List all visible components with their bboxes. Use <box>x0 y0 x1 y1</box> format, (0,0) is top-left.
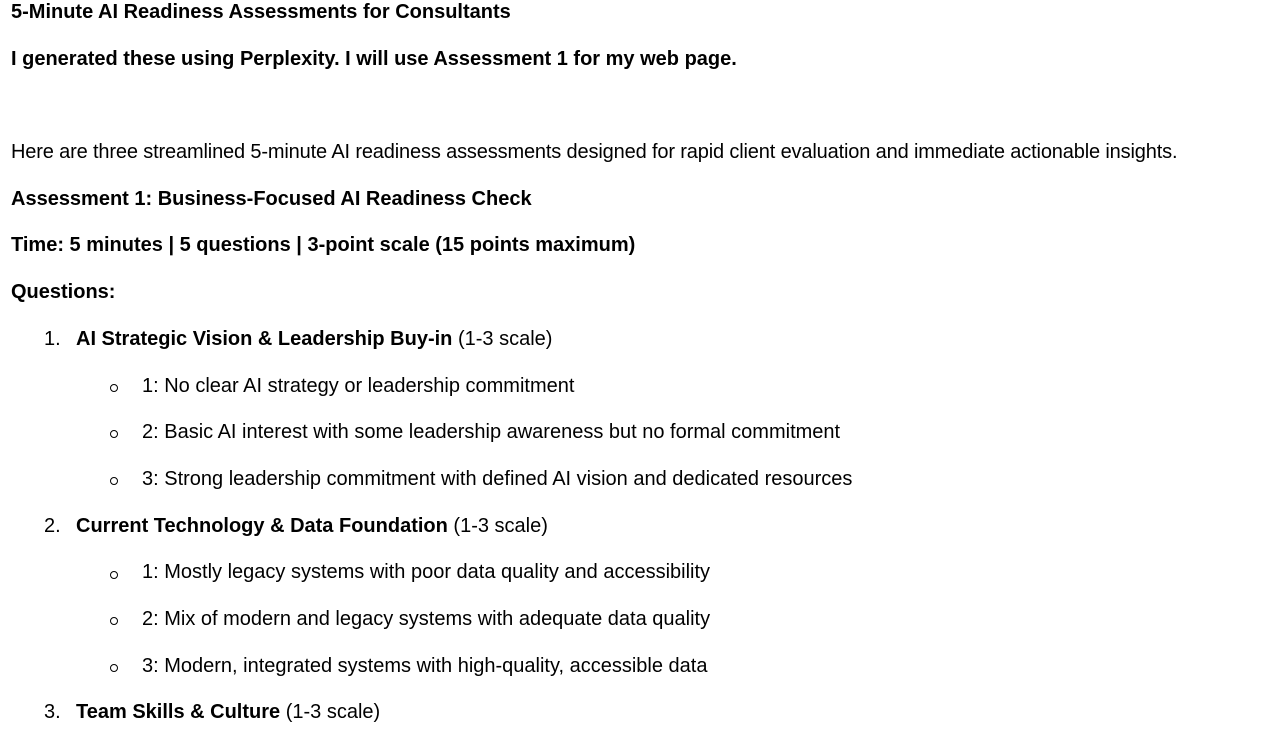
question-heading <box>76 514 548 538</box>
question-scale: (1-3 scale) <box>447 515 548 537</box>
question-title: Team Skills & Culture <box>76 701 281 723</box>
circle-bullet-icon <box>110 430 118 438</box>
question-title: Current Technology & Data Foundation <box>76 515 448 537</box>
assessment-title: Assessment 1: Business-Focused AI Readiness Check <box>11 188 532 210</box>
questions-label: Questions: <box>11 281 116 303</box>
question-option: 2: Mix of modern and legacy systems with adequate data quality <box>142 608 711 630</box>
circle-bullet-icon <box>110 477 118 485</box>
circle-bullet-icon <box>110 664 118 672</box>
question-title: AI Strategic Vision & Leadership Buy-in <box>76 328 453 350</box>
question-number: 3. <box>44 701 61 723</box>
author-note: I generated these using Perplexity. I will use Assessment 1 for my web page. <box>11 48 737 70</box>
intro-paragraph: Here are three streamlined 5-minute AI readiness assessments designed for rapid client evaluation and immediate actionable insights. <box>11 141 1178 163</box>
question-number: 2. <box>44 515 61 537</box>
question-option: 3: Modern, integrated systems with high-quality, accessible data <box>142 655 708 677</box>
question-scale: (1-3 scale) <box>280 701 381 723</box>
question-heading <box>76 327 552 351</box>
question-option: 1: Mostly legacy systems with poor data quality and accessibility <box>142 561 711 583</box>
circle-bullet-icon <box>110 617 118 625</box>
document-title: 5-Minute AI Readiness Assessments for Consultants <box>11 1 511 23</box>
question-number: 1. <box>44 328 61 350</box>
question-option: 2: Basic AI interest with some leadership awareness but no formal commitment <box>142 421 841 443</box>
question-scale: (1-3 scale) <box>452 328 553 350</box>
question-option: 1: No clear AI strategy or leadership commitment <box>142 375 575 397</box>
assessment-time-line: Time: 5 minutes | 5 questions | 3-point scale (15 points maximum) <box>11 234 636 256</box>
question-heading <box>76 700 380 724</box>
circle-bullet-icon <box>110 384 118 392</box>
question-option: 3: Strong leadership commitment with defined AI vision and dedicated resources <box>142 468 853 490</box>
circle-bullet-icon <box>110 571 118 579</box>
